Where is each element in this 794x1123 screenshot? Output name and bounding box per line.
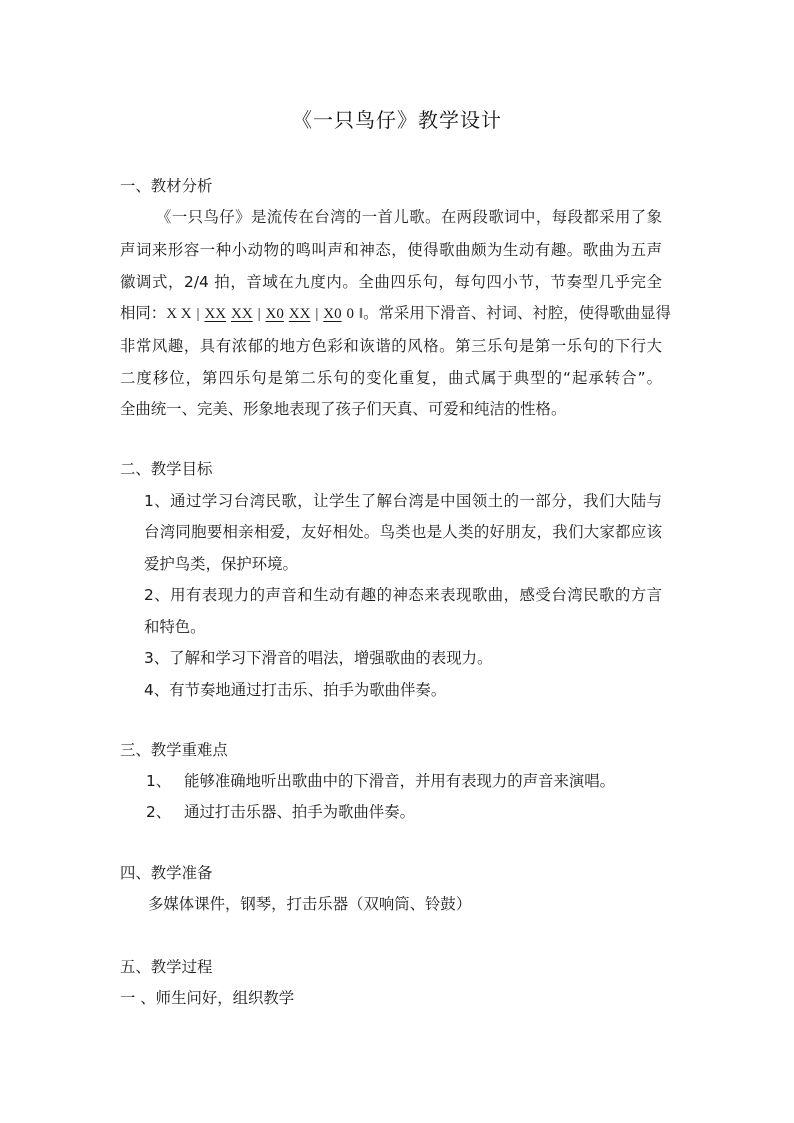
preparation-line: 多媒体课件，钢琴，打击乐器（双响筒、铃鼓） — [148, 895, 472, 913]
paragraph-line: 《一只鸟仔》是流传在台湾的一首儿歌。在两段歌词中，每段都采用了象 — [156, 208, 662, 226]
section-heading-key-points: 三、教学重难点 — [120, 741, 228, 759]
key-point-text: 能够准确地听出歌曲中的下滑音，并用有表现力的声音来演唱。 — [184, 772, 616, 790]
goal-line: 3、了解和学习下滑音的唱法，增强歌曲的表现力。 — [144, 649, 493, 667]
document-title: 《一只鸟仔》教学设计 — [292, 108, 502, 132]
key-point-number: 2、 — [146, 803, 172, 821]
rhythm-bar-2a: XX — [204, 306, 227, 322]
key-point-number: 1、 — [146, 772, 172, 790]
goal-line: 1、通过学习台湾民歌，让学生了解台湾是中国领土的一部分，我们大陆与 — [144, 492, 662, 510]
key-point-text: 通过打击乐器、拍手为歌曲伴奏。 — [184, 803, 415, 821]
paragraph-line: 声词来形容一种小动物的鸣叫声和神态，使得歌曲颇为生动有趣。歌曲为五声 — [120, 241, 662, 259]
section-heading-teaching-goals: 二、教学目标 — [120, 460, 213, 478]
key-point-item — [146, 771, 615, 791]
paragraph-line: 徽调式，2/4 拍，音域在九度内。全曲四乐句，每句四小节，节奏型几乎完全 — [120, 273, 662, 291]
goal-line: 2、用有表现力的声音和生动有趣的神态来表现歌曲，感受台湾民歌的方言 — [144, 586, 662, 604]
rhythm-bar-3a: X0 — [265, 306, 284, 322]
goal-line: 爱护鸟类，保护环境。 — [144, 555, 298, 573]
goal-line: 和特色。 — [144, 618, 206, 636]
rhythm-bar-4b: 0 — [346, 306, 355, 322]
paragraph-line: 非常风趣，具有浓郁的地方色彩和诙谐的风格。第三乐句是第一乐句的下行大 — [120, 337, 662, 355]
key-point-item — [146, 802, 415, 822]
section-heading-teaching-process: 五、教学过程 — [120, 958, 213, 976]
goal-line: 4、有节奏地通过打击乐、拍手为歌曲伴奏。 — [144, 681, 447, 699]
rhythm-suffix: 。常采用下滑音、衬词、衬腔，使得歌曲显得 — [363, 304, 671, 322]
rhythm-bar-4a: X0 — [323, 306, 342, 322]
barline: | — [196, 306, 200, 322]
rhythm-bar-1: X X — [166, 306, 192, 322]
rhythm-bar-3b: XX — [288, 306, 311, 322]
rhythm-prefix: 相同： — [120, 304, 167, 322]
section-heading-materials-analysis: 一、教材分析 — [120, 177, 213, 195]
final-barline: ‖ — [358, 306, 364, 322]
section-heading-preparation: 四、教学准备 — [120, 864, 213, 882]
paragraph-line: 二度移位，第四乐句是第二乐句的变化重复，曲式属于典型的“起承转合”。 — [120, 369, 662, 387]
barline: | — [257, 306, 261, 322]
process-step: 一 、师生问好，组织教学 — [120, 989, 295, 1007]
rhythm-bar-2b: XX — [231, 306, 253, 322]
goal-line: 台湾同胞要相亲相爱，友好相处。鸟类也是人类的好朋友，我们大家都应该 — [144, 523, 662, 541]
barline: | — [315, 306, 319, 322]
paragraph-line: 全曲统一、完美、形象地表现了孩子们天真、可爱和纯洁的性格。 — [120, 400, 567, 418]
rhythm-pattern-line — [120, 303, 671, 324]
